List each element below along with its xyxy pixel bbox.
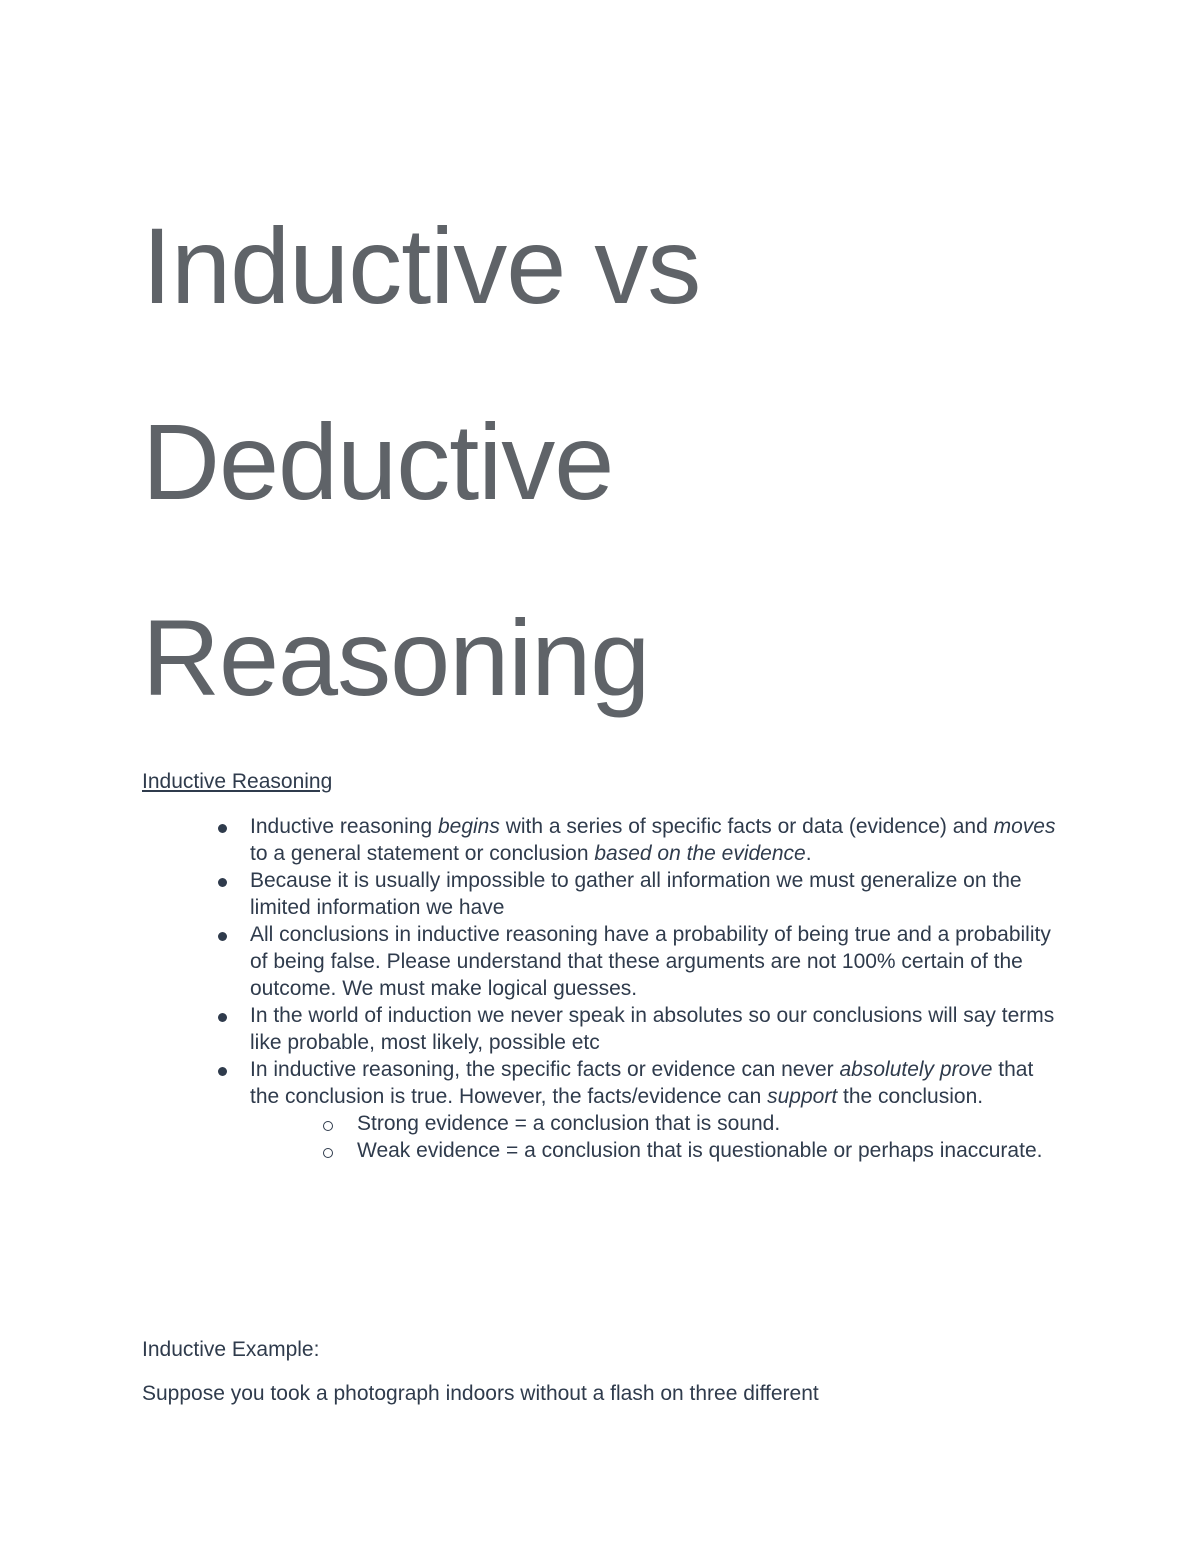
bullet-icon	[218, 1013, 227, 1022]
bullet-list	[250, 813, 1060, 1164]
sub-list-item	[357, 1137, 1060, 1164]
list-item	[250, 813, 1060, 867]
sub-list-item-text: Strong evidence = a conclusion that is sound.	[357, 1112, 781, 1135]
list-item-text: Because it is usually impossible to gather all information we must generalize on the limited information we have	[250, 869, 1022, 919]
bullet-icon	[218, 1067, 227, 1076]
bullet-icon	[218, 878, 227, 887]
section-heading-inductive-reasoning: Inductive Reasoning	[142, 770, 333, 793]
list-item	[250, 921, 1060, 1002]
example-paragraph: Suppose you took a photograph indoors without a flash on three different	[142, 1382, 819, 1405]
list-item	[250, 867, 1060, 921]
list-item-text: In inductive reasoning, the specific facts or evidence can never absolutely prove that the conclusion is true. However, the facts/evidence can support the conclusion.	[250, 1058, 1034, 1108]
list-item-text: All conclusions in inductive reasoning have a probability of being true and a probability of being false. Please understand that these arguments are not 100% certain of the outcome. We must make logical guesses.	[250, 923, 1051, 1000]
hollow-bullet-icon	[323, 1121, 333, 1131]
list-item	[250, 1056, 1060, 1164]
example-heading: Inductive Example:	[142, 1338, 320, 1361]
list-item-text: In the world of induction we never speak in absolutes so our conclusions will say terms like probable, most likely, possible etc	[250, 1004, 1055, 1054]
title-line-1: Inductive vs	[142, 205, 701, 326]
sub-list-item-text: Weak evidence = a conclusion that is questionable or perhaps inaccurate.	[357, 1139, 1043, 1162]
bullet-icon	[218, 824, 227, 833]
sub-bullet-list	[250, 1110, 1060, 1164]
bullet-icon	[218, 932, 227, 941]
sub-list-item	[357, 1110, 1060, 1137]
list-item-text: Inductive reasoning begins with a series of specific facts or data (evidence) and moves to a general statement or conclusion based on the evidence.	[250, 815, 1056, 865]
title-line-2: Deductive	[142, 401, 614, 522]
hollow-bullet-icon	[323, 1148, 333, 1158]
page-title	[142, 168, 1042, 756]
list-item	[250, 1002, 1060, 1056]
title-line-3: Reasoning	[142, 597, 650, 718]
